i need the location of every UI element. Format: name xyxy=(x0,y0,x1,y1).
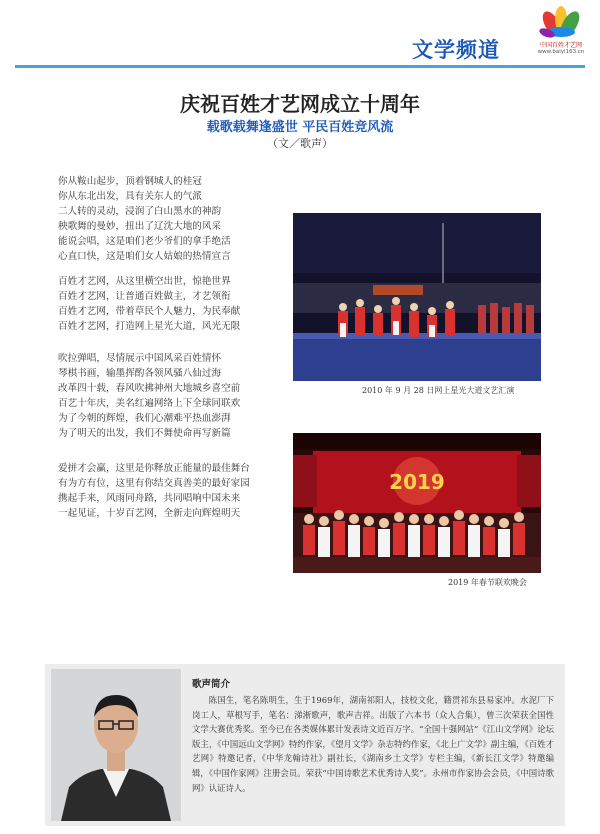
poem xyxy=(58,174,290,530)
logo-url: www.baiyi163.cn xyxy=(537,49,585,55)
photo-caption: 2010 年 9 月 28 日网上星光大道文艺汇演 xyxy=(362,386,515,395)
poem-stanza xyxy=(58,461,290,521)
poem-line: 改革四十载，春风吹拂神州大地城乡喜空前 xyxy=(58,383,241,394)
flower-logo-icon xyxy=(538,6,583,40)
poem-line: 百艺十年庆，美名红遍网络上下全球同联欢 xyxy=(58,398,241,409)
author-portrait xyxy=(51,669,181,821)
poem-line: 一起见证，十岁百艺网，全新走向辉煌明天 xyxy=(58,508,241,519)
header-divider xyxy=(15,65,585,68)
poem-line: 为了明天的出发，我们不舞使命再写新篇 xyxy=(58,428,231,439)
poem-line: 为了今朝的辉煌，我们心潮难平热血澎湃 xyxy=(58,413,231,424)
logo-name: 中国百姓才艺网 xyxy=(539,42,582,49)
poem-line: 百姓才艺网，从这里横空出世，惊艳世界 xyxy=(58,276,231,287)
poem-line: 爱拼才会赢，这里是你释放正能量的最佳舞台 xyxy=(58,463,250,474)
poem-line: 吹拉弹唱，尽情展示中国风采百姓情怀 xyxy=(58,353,222,364)
poem-line: 有为方有位，这里有你结交真善美的最好家园 xyxy=(58,478,250,489)
poem-line: 秧歌舞的曼妙，扭出了辽沈大地的风采 xyxy=(58,221,222,232)
poem-line: 二人转的灵动，浸润了白山黑水的神韵 xyxy=(58,206,222,217)
poem-line: 百姓才艺网，带着草民个人魅力，为民奉献 xyxy=(58,306,241,317)
poem-stanza xyxy=(58,351,290,441)
channel-title: 文学频道 xyxy=(412,38,500,62)
page-subtitle: 载歌载舞逢盛世 平民百姓竞风流 xyxy=(206,120,394,135)
bio-heading: 歌声简介 xyxy=(192,679,231,690)
poem-line: 携起手来，风雨同舟路，共同唱响中国未来 xyxy=(58,493,241,504)
bio-text: 陈国生，笔名陈明生，生于1969年，湖南祁阳人，技校文化，籍贯祁东县易家冲。水泥厂下岗工人，草根写手，笔名：涕淅歌声，歌声吉祥。出版了六本书（众人合集），曾三次荣获全国性文学大赛优秀奖。至今已在各类媒体累计发表诗文近百万字。“全国十强网站”《江山文学网》论坛版主，《中国远山文学网》特约作家，《望月文学》杂志特约作家，《北上广文学》副主编，《百姓才艺网》特邀记者，《中华龙翰诗社》副社长，《湖南乡土文学》专栏主编，《新长江文学》特邀编辑，《中国作家网》注册会员。荣获“中国诗歌艺术优秀诗人奖”。永州市作家协会会员，《中国诗歌网》认证诗人。 xyxy=(192,695,554,793)
author-credit: （文／歌声） xyxy=(267,137,333,150)
poem-line: 百姓才艺网，让普通百姓做主，才艺领衔 xyxy=(58,291,231,302)
poem-stanza xyxy=(58,274,290,334)
poem-line: 百姓才艺网，打造网上星光大道，风光无限 xyxy=(58,321,241,332)
poem-line: 心直口快，这是咱们女人姑娘的热情宣言 xyxy=(58,251,231,262)
photo-caption: 2019 年春节联欢晚会 xyxy=(448,578,527,587)
poem-line: 能说会唱，这是咱们老少爷们的拿手绝活 xyxy=(58,236,231,247)
poem-stanza xyxy=(58,174,290,264)
photo-stage-performance xyxy=(293,213,541,381)
gala-banner-year: 2019 xyxy=(389,470,445,494)
poem-line: 你从鞍山起步，顶着钢城人的桂冠 xyxy=(58,176,202,187)
poem-line: 你从东北出发，具有关东人的气派 xyxy=(58,191,202,202)
page-title: 庆祝百姓才艺网成立十周年 xyxy=(180,92,420,116)
photo-spring-gala xyxy=(293,433,541,573)
poem-line: 琴棋书画，输墨挥酌各领风骚八仙过海 xyxy=(58,368,222,379)
